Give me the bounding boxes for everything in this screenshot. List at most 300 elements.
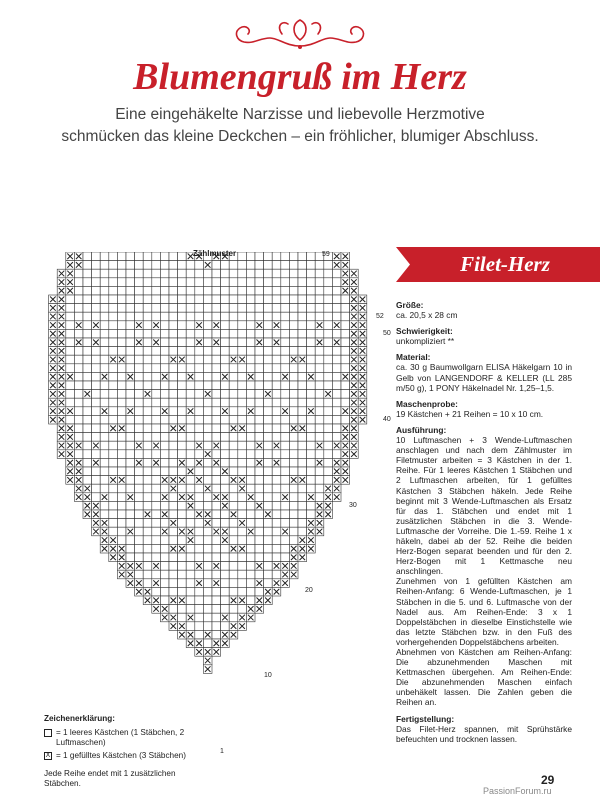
- row-number-50: 50: [383, 330, 391, 337]
- chart-cell: [160, 364, 169, 373]
- row-number-10: 10: [264, 672, 272, 679]
- chart-cell: [92, 269, 101, 278]
- chart-cell: [74, 390, 83, 399]
- filet-heart-chart: [40, 252, 380, 702]
- chart-cell: [246, 398, 255, 407]
- chart-cell: [264, 304, 273, 313]
- chart-cell: [298, 372, 307, 381]
- chart-cell: [160, 415, 169, 424]
- chart-cell: [238, 458, 247, 467]
- chart-cell: [272, 398, 281, 407]
- chart-cell: [66, 415, 75, 424]
- chart-cell: [203, 398, 212, 407]
- chart-cell: [178, 304, 187, 313]
- legend-note: Jede Reihe endet mit 1 zusätzlichen Stäbchen.: [44, 769, 176, 788]
- chart-cell: [178, 484, 187, 493]
- chart-cell: [255, 510, 264, 519]
- chart-cell: [315, 261, 324, 270]
- chart-cell: [117, 467, 126, 476]
- chart-cell: [178, 433, 187, 442]
- chart-cell: [298, 295, 307, 304]
- chart-cell: [298, 407, 307, 416]
- chart-cell: [212, 544, 221, 553]
- chart-cell: [126, 269, 135, 278]
- chart-cell: [92, 381, 101, 390]
- chart-cell: [186, 579, 195, 588]
- chart-cell: [100, 398, 109, 407]
- chart-cell: [281, 381, 290, 390]
- chart-cell: [298, 398, 307, 407]
- chart-cell: [315, 286, 324, 295]
- chart-cell: [100, 286, 109, 295]
- chart-cell: [92, 424, 101, 433]
- chart-cell: [135, 433, 144, 442]
- chart-cell: [143, 519, 152, 528]
- chart-cell: [126, 390, 135, 399]
- chart-cell: [74, 347, 83, 356]
- chart-cell: [332, 407, 341, 416]
- chart-cell: [152, 415, 161, 424]
- chart-cell: [281, 450, 290, 459]
- material-text: ca. 30 g Baumwollgarn ELISA Häkelgarn 10 in Gelb von LANGENDORF & KELLER (LL 285 m/50 g), 1 PONY Häkelnadel Nr. 1,25–1,5.: [396, 362, 572, 393]
- chart-cell: [83, 269, 92, 278]
- chart-cell: [195, 278, 204, 287]
- page-subtitle: [40, 104, 560, 148]
- chart-cell: [272, 433, 281, 442]
- chart-cell: [272, 278, 281, 287]
- chart-cell: [289, 372, 298, 381]
- chart-cell: [264, 415, 273, 424]
- chart-cell: [92, 476, 101, 485]
- chart-cell: [281, 476, 290, 485]
- chart-cell: [186, 278, 195, 287]
- chart-cell: [83, 372, 92, 381]
- chart-cell: [324, 467, 333, 476]
- chart-cell: [66, 355, 75, 364]
- chart-cell: [135, 312, 144, 321]
- chart-cell: [238, 338, 247, 347]
- chart-cell: [332, 433, 341, 442]
- chart-cell: [229, 364, 238, 373]
- chart-grid: [49, 252, 367, 673]
- chart-cell: [246, 329, 255, 338]
- chart-cell: [221, 562, 230, 571]
- chart-cell: [289, 329, 298, 338]
- chart-cell: [135, 450, 144, 459]
- chart-cell: [152, 433, 161, 442]
- chart-cell: [203, 613, 212, 622]
- chart-cell: [152, 381, 161, 390]
- chart-cell: [178, 562, 187, 571]
- chart-cell: [195, 596, 204, 605]
- chart-cell: [324, 338, 333, 347]
- chart-cell: [83, 347, 92, 356]
- chart-cell: [221, 390, 230, 399]
- chart-cell: [100, 304, 109, 313]
- chart-cell: [195, 347, 204, 356]
- chart-cell: [324, 415, 333, 424]
- chart-cell: [221, 321, 230, 330]
- chart-cell: [315, 424, 324, 433]
- chart-cell: [135, 536, 144, 545]
- chart-cell: [126, 467, 135, 476]
- chart-cell: [135, 372, 144, 381]
- chart-cell: [289, 364, 298, 373]
- chart-cell: [255, 398, 264, 407]
- chart-cell: [315, 407, 324, 416]
- chart-cell: [143, 493, 152, 502]
- chart-cell: [186, 338, 195, 347]
- chart-cell: [246, 536, 255, 545]
- chart-cell: [117, 347, 126, 356]
- chart-cell: [221, 398, 230, 407]
- chart-cell: [203, 458, 212, 467]
- chart-cell: [152, 329, 161, 338]
- chart-cell: [212, 501, 221, 510]
- chart-cell: [203, 501, 212, 510]
- chart-cell: [83, 312, 92, 321]
- chart-cell: [324, 347, 333, 356]
- chart-cell: [169, 372, 178, 381]
- chart-cell: [264, 347, 273, 356]
- chart-cell: [255, 381, 264, 390]
- chart-cell: [246, 278, 255, 287]
- chart-cell: [272, 424, 281, 433]
- chart-cell: [281, 329, 290, 338]
- chart-cell: [169, 398, 178, 407]
- chart-cell: [186, 286, 195, 295]
- chart-cell: [246, 415, 255, 424]
- chart-cell: [83, 381, 92, 390]
- chart-cell: [341, 321, 350, 330]
- chart-cell: [272, 510, 281, 519]
- chart-cell: [272, 261, 281, 270]
- chart-cell: [229, 579, 238, 588]
- chart-cell: [272, 407, 281, 416]
- chart-cell: [281, 519, 290, 528]
- chart-cell: [74, 278, 83, 287]
- chart-cell: [281, 321, 290, 330]
- chart-cell: [229, 390, 238, 399]
- chart-cell: [238, 570, 247, 579]
- empty-square-icon: [44, 729, 52, 737]
- chart-cell: [341, 295, 350, 304]
- chart-cell: [66, 338, 75, 347]
- chart-cell: [126, 278, 135, 287]
- chart-cell: [255, 493, 264, 502]
- chart-cell: [238, 415, 247, 424]
- chart-cell: [229, 381, 238, 390]
- chart-cell: [186, 398, 195, 407]
- chart-cell: [160, 570, 169, 579]
- chart-cell: [186, 433, 195, 442]
- chart-cell: [143, 372, 152, 381]
- chart-cell: [169, 261, 178, 270]
- chart-cell: [126, 381, 135, 390]
- chart-cell: [246, 424, 255, 433]
- chart-cell: [212, 630, 221, 639]
- chart-cell: [126, 329, 135, 338]
- chart-cell: [238, 510, 247, 519]
- chart-cell: [212, 519, 221, 528]
- chart-cell: [315, 372, 324, 381]
- chart-cell: [324, 398, 333, 407]
- chart-cell: [117, 407, 126, 416]
- chart-cell: [307, 415, 316, 424]
- chart-cell: [109, 407, 118, 416]
- chart-cell: [264, 355, 273, 364]
- chart-cell: [92, 312, 101, 321]
- chart-cell: [83, 252, 92, 261]
- chart-cell: [195, 398, 204, 407]
- chart-cell: [229, 553, 238, 562]
- chart-cell: [255, 415, 264, 424]
- chart-cell: [152, 519, 161, 528]
- chart-cell: [83, 458, 92, 467]
- chart-cell: [186, 441, 195, 450]
- chart-cell: [289, 433, 298, 442]
- chart-cell: [272, 355, 281, 364]
- chart-cell: [324, 476, 333, 485]
- chart-cell: [92, 252, 101, 261]
- chart-cell: [74, 450, 83, 459]
- chart-cell: [281, 278, 290, 287]
- chart-cell: [83, 329, 92, 338]
- chart-cell: [160, 355, 169, 364]
- chart-cell: [238, 286, 247, 295]
- chart-cell: [169, 407, 178, 416]
- chart-cell: [126, 415, 135, 424]
- chart-cell: [186, 312, 195, 321]
- chart-cell: [255, 527, 264, 536]
- chart-cell: [117, 304, 126, 313]
- chart-cell: [195, 304, 204, 313]
- chart-cell: [238, 605, 247, 614]
- chart-cell: [315, 390, 324, 399]
- chart-cell: [143, 338, 152, 347]
- chart-cell: [221, 304, 230, 313]
- chart-cell: [66, 347, 75, 356]
- chart-cell: [221, 441, 230, 450]
- chart-cell: [246, 476, 255, 485]
- chart-cell: [109, 458, 118, 467]
- chart-cell: [100, 476, 109, 485]
- chart-cell: [289, 252, 298, 261]
- chart-cell: [255, 476, 264, 485]
- chart-cell: [83, 338, 92, 347]
- difficulty-text: unkompliziert **: [396, 336, 455, 347]
- chart-cell: [74, 269, 83, 278]
- chart-cell: [272, 390, 281, 399]
- chart-cell: [212, 587, 221, 596]
- chart-cell: [221, 347, 230, 356]
- chart-cell: [289, 347, 298, 356]
- chart-cell: [212, 424, 221, 433]
- chart-cell: [229, 605, 238, 614]
- chart-cell: [246, 484, 255, 493]
- chart-cell: [83, 415, 92, 424]
- chart-cell: [186, 329, 195, 338]
- chart-cell: [126, 484, 135, 493]
- chart-cell: [135, 570, 144, 579]
- chart-cell: [117, 321, 126, 330]
- chart-cell: [169, 536, 178, 545]
- chart-cell: [272, 295, 281, 304]
- chart-cell: [169, 510, 178, 519]
- chart-cell: [186, 424, 195, 433]
- chart-cell: [255, 424, 264, 433]
- chart-cell: [135, 510, 144, 519]
- chart-cell: [307, 338, 316, 347]
- watermark: PassionForum.ru: [483, 786, 552, 796]
- chart-cell: [74, 286, 83, 295]
- chart-cell: [186, 596, 195, 605]
- chart-cell: [143, 450, 152, 459]
- chart-cell: [315, 278, 324, 287]
- chart-cell: [272, 381, 281, 390]
- chart-cell: [264, 278, 273, 287]
- chart-cell: [341, 338, 350, 347]
- chart-cell: [186, 261, 195, 270]
- chart-cell: [100, 312, 109, 321]
- chart-cell: [281, 501, 290, 510]
- chart-cell: [109, 519, 118, 528]
- chart-cell: [255, 519, 264, 528]
- chart-cell: [195, 424, 204, 433]
- chart-cell: [195, 501, 204, 510]
- chart-cell: [152, 536, 161, 545]
- chart-cell: [229, 484, 238, 493]
- chart-cell: [83, 355, 92, 364]
- chart-cell: [178, 579, 187, 588]
- chart-cell: [160, 450, 169, 459]
- chart-cell: [100, 355, 109, 364]
- chart-cell: [126, 476, 135, 485]
- chart-cell: [186, 519, 195, 528]
- chart-cell: [298, 286, 307, 295]
- chart-cell: [229, 441, 238, 450]
- chart-cell: [195, 407, 204, 416]
- chart-cell: [307, 476, 316, 485]
- chart-cell: [255, 278, 264, 287]
- chart-cell: [264, 329, 273, 338]
- chart-cell: [221, 286, 230, 295]
- chart-cell: [264, 562, 273, 571]
- chart-cell: [212, 510, 221, 519]
- chart-cell: [298, 381, 307, 390]
- banner-label: Filet-Herz: [460, 252, 550, 276]
- chart-cell: [272, 286, 281, 295]
- chart-cell: [135, 415, 144, 424]
- legend-filled-label: = 1 gefülltes Kästchen (3 Stäbchen): [56, 751, 186, 760]
- chart-cell: [332, 424, 341, 433]
- chart-cell: [169, 338, 178, 347]
- chart-cell: [229, 269, 238, 278]
- chart-cell: [92, 329, 101, 338]
- row-number-1: 1: [220, 748, 224, 755]
- chart-cell: [203, 587, 212, 596]
- chart-cell: [143, 484, 152, 493]
- chart-cell: [246, 441, 255, 450]
- chart-cell: [92, 364, 101, 373]
- chart-cell: [160, 278, 169, 287]
- chart-cell: [255, 390, 264, 399]
- chart-cell: [315, 484, 324, 493]
- chart-cell: [186, 562, 195, 571]
- chart-cell: [117, 252, 126, 261]
- chart-cell: [195, 269, 204, 278]
- chart-cell: [135, 398, 144, 407]
- chart-cell: [100, 467, 109, 476]
- chart-cell: [315, 329, 324, 338]
- chart-cell: [152, 278, 161, 287]
- chart-cell: [229, 347, 238, 356]
- chart-cell: [255, 433, 264, 442]
- chart-cell: [203, 441, 212, 450]
- chart-cell: [160, 398, 169, 407]
- chart-cell: [281, 553, 290, 562]
- chart-cell: [229, 570, 238, 579]
- chart-cell: [289, 286, 298, 295]
- chart-cell: [135, 527, 144, 536]
- chart-cell: [195, 312, 204, 321]
- chart-cell: [152, 398, 161, 407]
- chart-cell: [203, 321, 212, 330]
- chart-cell: [117, 286, 126, 295]
- chart-cell: [238, 347, 247, 356]
- chart-cell: [203, 493, 212, 502]
- chart-cell: [203, 605, 212, 614]
- chart-cell: [264, 321, 273, 330]
- chart-cell: [117, 519, 126, 528]
- chart-cell: [281, 364, 290, 373]
- chart-cell: [203, 536, 212, 545]
- chart-cell: [126, 536, 135, 545]
- chart-cell: [203, 562, 212, 571]
- chart-cell: [315, 347, 324, 356]
- chart-cell: [238, 536, 247, 545]
- chart-cell: [298, 347, 307, 356]
- chart-cell: [255, 355, 264, 364]
- chart-cell: [281, 390, 290, 399]
- chart-cell: [246, 579, 255, 588]
- chart-cell: [246, 364, 255, 373]
- chart-cell: [126, 304, 135, 313]
- chart-cell: [126, 519, 135, 528]
- chart-cell: [169, 304, 178, 313]
- chart-cell: [298, 519, 307, 528]
- chart-cell: [221, 570, 230, 579]
- chart-cell: [341, 329, 350, 338]
- chart-cell: [212, 398, 221, 407]
- chart-cell: [264, 544, 273, 553]
- chart-cell: [341, 390, 350, 399]
- chart-cell: [255, 450, 264, 459]
- chart-cell: [195, 544, 204, 553]
- chart-cell: [221, 519, 230, 528]
- chart-cell: [221, 278, 230, 287]
- chart-cell: [143, 355, 152, 364]
- chart-cell: [212, 407, 221, 416]
- chart-cell: [160, 338, 169, 347]
- chart-cell: [307, 484, 316, 493]
- chart-cell: [289, 501, 298, 510]
- page-title: Blumengruß im Herz: [133, 56, 467, 98]
- chart-cell: [178, 295, 187, 304]
- chart-cell: [178, 381, 187, 390]
- chart-cell: [92, 467, 101, 476]
- chart-cell: [238, 501, 247, 510]
